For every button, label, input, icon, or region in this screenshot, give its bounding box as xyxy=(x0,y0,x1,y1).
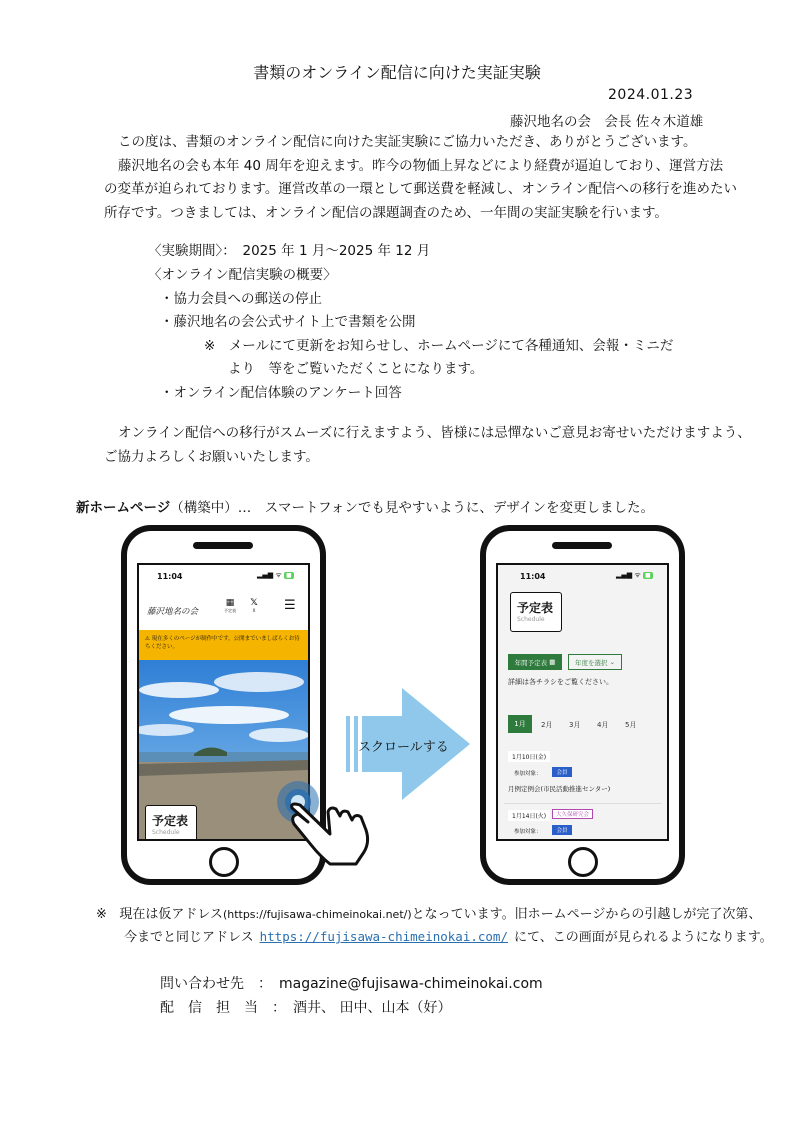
body-line: の変革が迫られております。運営改革の一環として郵送費を軽減し、オンライン配信への移行を進めたい xyxy=(104,181,738,197)
month-tab[interactable]: 2月 xyxy=(541,721,553,729)
month-tab[interactable]: 4月 xyxy=(597,721,609,729)
body-line: 藤沢地名の会も本年 40 周年を迎えます。昨今の物価上昇などにより経費が逼迫しており、運営方法 xyxy=(118,157,724,174)
calendar-icon: ▦ xyxy=(549,658,556,666)
month-tab[interactable]: 3月 xyxy=(569,721,581,729)
chevron-down-icon: ⌄ xyxy=(609,658,616,666)
year-select[interactable]: 年度を選択 ⌄ xyxy=(568,654,622,670)
contact-staff: 配 信 担 当 ： 酒井、 田中、山本（好） xyxy=(160,1000,452,1016)
body-paragraph xyxy=(104,131,737,225)
nav-calendar-label: 予定表 xyxy=(224,608,236,613)
nav-calendar[interactable] xyxy=(222,598,238,614)
schedule-badge-sub: Schedule xyxy=(152,829,180,836)
address-footnote xyxy=(96,904,773,949)
overview-heading: 〈オンライン配信実験の概要〉 xyxy=(148,267,337,283)
event-title[interactable]: 月例定例会(市民活動推進センター) xyxy=(508,785,611,793)
body-line: この度は、書類のオンライン配信に向けた実証実験にご協力いただき、ありがとうございます。 xyxy=(118,134,697,150)
status-time: 11:04 xyxy=(157,572,183,581)
event-date: 1月10日(金) xyxy=(508,751,550,762)
closing-line: オンライン配信への移行がスムーズに行えますよう、皆様には忌憚ないご意見お寄せいただけますよう、 xyxy=(118,425,751,441)
month-tab-active[interactable]: 1月 xyxy=(508,715,532,733)
section-heading-bold: 新ホームページ xyxy=(76,500,171,516)
footnote-line-1: ※ 現在は仮アドレス(https://fujisawa-chimeinokai.net/)となっています。旧ホームページからの引越しが完了次第、 xyxy=(96,907,762,922)
homepage-link[interactable]: https://fujisawa-chimeinokai.com/ xyxy=(259,929,508,944)
contact-inquiry: 問い合わせ先 ： magazine@fujisawa-chimeinokai.com xyxy=(160,976,543,992)
contact-block xyxy=(160,972,543,1020)
arrow-label: スクロールする xyxy=(358,740,449,755)
right-phone-screen xyxy=(496,563,669,841)
schedule-badge-title: 予定表 xyxy=(152,814,189,828)
footnote-line-2: 今までと同じアドレス https://fujisawa-chimeinokai.com/ にて、この画面が見られるようになります。 xyxy=(124,929,773,945)
right-phone-speaker xyxy=(552,542,612,549)
status-icons: ▂▄▆ ᯤ ■ xyxy=(257,571,292,579)
notice-banner xyxy=(139,630,308,660)
month-tab[interactable]: 5月 xyxy=(625,721,637,729)
overview-item: ・藤沢地名の会公式サイト上で書類を公開 xyxy=(160,314,416,330)
event-target-tag: 会員 xyxy=(552,825,572,835)
notice-text: ⚠ 現在多くのページが制作中です。公開までいましばらくお待ちください。 xyxy=(145,636,300,650)
schedule-badge[interactable] xyxy=(510,592,562,632)
overview-note: ※ メールにて更新をお知らせし、ホームページにて各種通知、会報・ミニだ xyxy=(204,337,674,354)
right-phone-home-button xyxy=(568,847,598,877)
schedule-badge[interactable] xyxy=(145,805,197,841)
experiment-period: 〈実験期間〉： 2025 年 1 月～2025 年 12 月 xyxy=(148,243,431,259)
left-phone-speaker xyxy=(193,542,253,549)
site-logo[interactable]: 藤沢地名の会 xyxy=(147,607,199,617)
document-date: 2024.01.23 xyxy=(608,87,694,103)
overview-note: より 等をご覧いただくことになります。 xyxy=(228,361,484,377)
section-heading-rest: （構築中）… スマートフォンでも見やすいように、デザインを変更しました。 xyxy=(170,500,654,516)
calendar-icon: ▦ xyxy=(225,598,235,608)
schedule-badge-title: 予定表 xyxy=(517,601,554,615)
nav-x-label: X xyxy=(252,608,256,613)
status-icons: ▂▄▆ ᯤ ■ xyxy=(616,571,651,579)
document-title: 書類のオンライン配信に向けた実証実験 xyxy=(253,63,541,82)
left-phone-home-button xyxy=(209,847,239,877)
overview-list xyxy=(148,264,673,405)
section-heading xyxy=(76,496,654,516)
event-group-pill: 大久保研究会 xyxy=(552,809,593,819)
hamburger-menu-icon[interactable]: ☰ xyxy=(284,598,296,613)
event-target-tag: 会員 xyxy=(552,767,572,777)
overview-item: ・協力会員への郵送の停止 xyxy=(160,290,322,307)
annual-schedule-button[interactable]: 年間予定表 ▦ xyxy=(508,654,562,670)
flyer-note: 詳細は各チラシをご覧ください。 xyxy=(508,678,613,686)
closing-line: ご協力よろしくお願いいたします。 xyxy=(104,448,319,465)
closing-paragraph xyxy=(104,422,751,469)
x-icon: 𝕏 xyxy=(250,598,258,608)
divider xyxy=(504,803,662,804)
body-line: 所存です。つきましては、オンライン配信の課題調査のため、一年間の実証実験を行います。 xyxy=(104,204,668,221)
status-time: 11:04 xyxy=(520,572,546,581)
document-author: 藤沢地名の会 会長 佐々木道雄 xyxy=(510,114,704,130)
schedule-badge-sub: Schedule xyxy=(517,616,545,623)
event-target-label: 参加対象： xyxy=(514,771,542,777)
event-target-label: 参加対象： xyxy=(514,829,542,835)
nav-x[interactable] xyxy=(247,598,261,613)
temporary-url: (https://fujisawa-chimeinokai.net/) xyxy=(222,908,412,921)
overview-item: ・オンライン配信体験のアンケート回答 xyxy=(160,384,402,401)
event-date: 1月14日(火) xyxy=(508,810,550,821)
